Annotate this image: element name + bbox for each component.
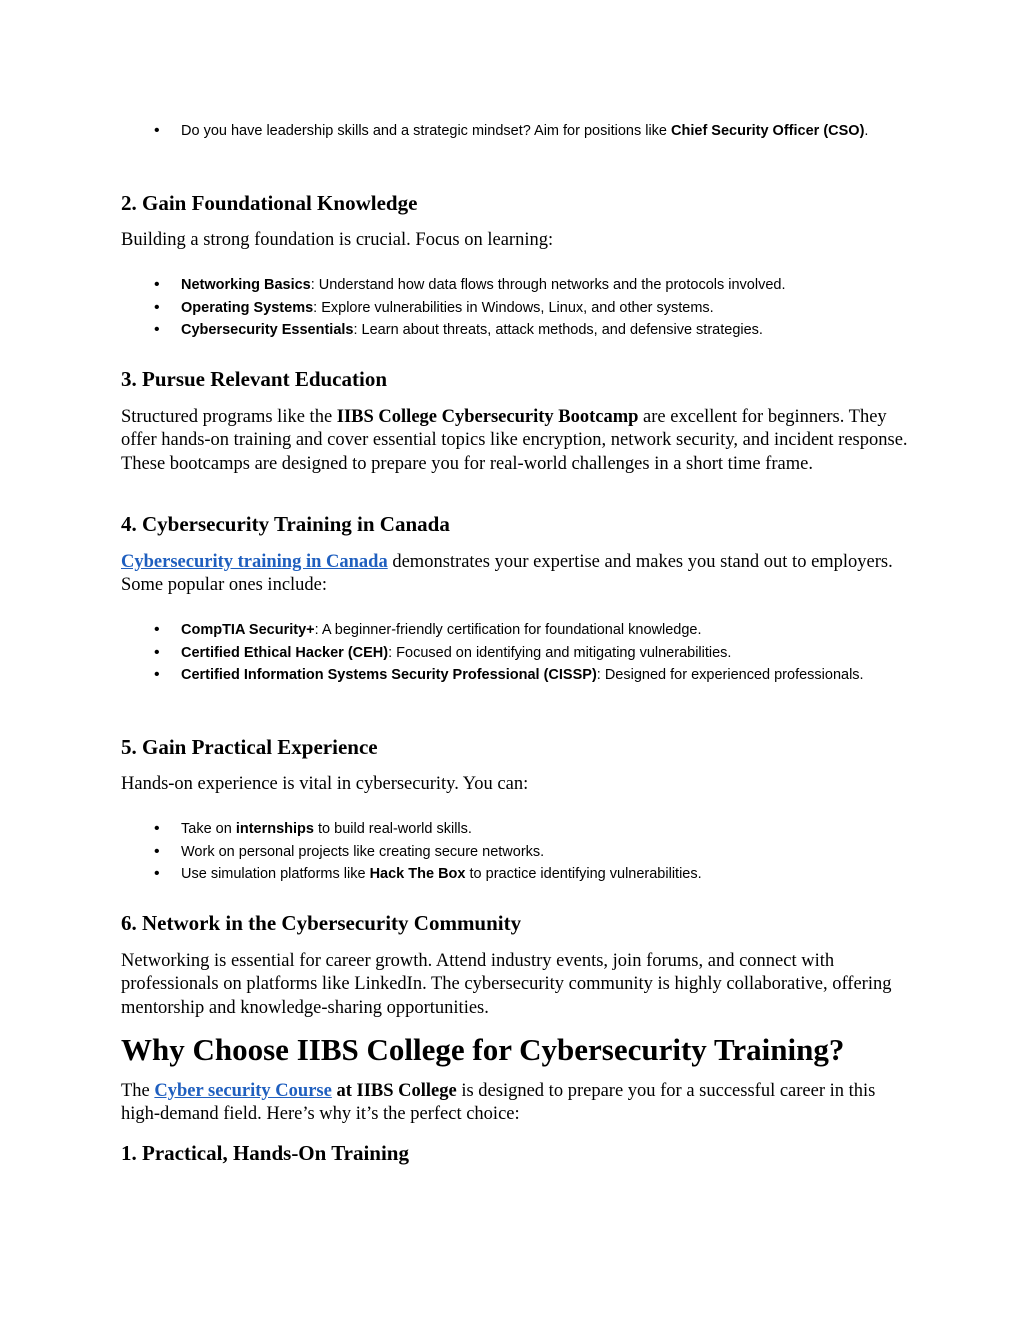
list-item: • Operating Systems: Explore vulnerabilities in Windows, Linux, and other systems.	[121, 297, 911, 320]
section-intro: Building a strong foundation is crucial. Focus on learning:	[121, 230, 554, 250]
section-heading: 3. Pursue Relevant Education	[121, 367, 388, 391]
main-heading: Why Choose IIBS College for Cybersecurity Training?	[121, 1032, 845, 1067]
bullet-list	[121, 274, 911, 342]
section-heading: 2. Gain Foundational Knowledge	[121, 191, 418, 215]
list-item: • Use simulation platforms like Hack The Box to practice identifying vulnerabilities.	[121, 863, 911, 886]
list-item: • Certified Information Systems Security Professional (CISSP): Designed for experienced professionals.	[121, 664, 911, 687]
section-heading: 5. Gain Practical Experience	[121, 735, 378, 759]
list-item: • Take on internships to build real-world skills.	[121, 818, 911, 841]
list-item: • CompTIA Security+: A beginner-friendly certification for foundational knowledge.	[121, 619, 911, 642]
bold-term: IIBS College Cybersecurity Bootcamp	[336, 407, 639, 427]
list-item: • Do you have leadership skills and a strategic mindset? Aim for positions like Chief Security Officer (CSO).	[121, 120, 911, 143]
section-heading: 6. Network in the Cybersecurity Community	[121, 911, 522, 935]
section-heading: 1. Practical, Hands-On Training	[121, 1141, 409, 1165]
cybersecurity-training-link[interactable]: Cybersecurity training in Canada	[121, 552, 388, 572]
section-body: Structured programs like the IIBS College Cybersecurity Bootcamp are excellent for beginners. They offer hands-on training and cover essential topics like encryption, network security, and incident response. These bootcamps are designed to prepare you for real-world challenges in a short time frame.	[121, 407, 908, 474]
section-heading: 4. Cybersecurity Training in Canada	[121, 512, 450, 536]
bold-term: Chief Security Officer (CSO)	[671, 123, 865, 139]
section-body: The Cyber security Course at IIBS College is designed to prepare you for a successful career in this high-demand field. Here’s why it’s the perfect choice:	[121, 1081, 876, 1125]
list-item: • Certified Ethical Hacker (CEH): Focused on identifying and mitigating vulnerabilities.	[121, 642, 911, 665]
bullet-list	[121, 818, 911, 886]
list-item: • Cybersecurity Essentials: Learn about threats, attack methods, and defensive strategies.	[121, 319, 911, 342]
section-body: Cybersecurity training in Canada demonstrates your expertise and makes you stand out to employers. Some popular ones include:	[121, 552, 893, 596]
cyber-security-course-link[interactable]: Cyber security Course	[154, 1081, 332, 1101]
section-body: Networking is essential for career growth. Attend industry events, join forums, and connect with professionals on platforms like LinkedIn. The cybersecurity community is highly collaborative, offering mentorship and knowledge-sharing opportunities.	[121, 951, 892, 1018]
bullet-list	[121, 619, 911, 687]
intro-list	[121, 120, 911, 143]
list-item: • Work on personal projects like creating secure networks.	[121, 841, 911, 864]
list-item: • Networking Basics: Understand how data flows through networks and the protocols involved.	[121, 274, 911, 297]
section-intro: Hands-on experience is vital in cybersecurity. You can:	[121, 774, 529, 794]
